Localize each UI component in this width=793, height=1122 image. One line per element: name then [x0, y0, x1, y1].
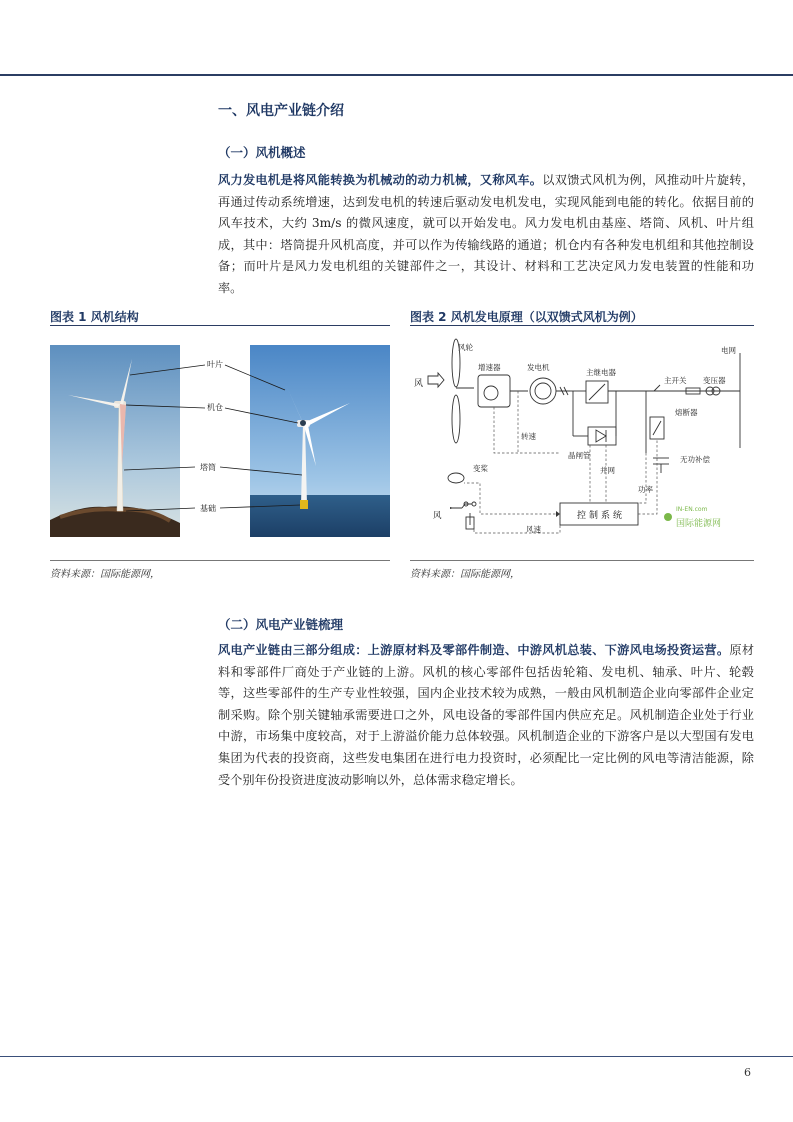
label-generator: 发电机: [527, 363, 550, 372]
label-main-switch: 主开关: [664, 376, 687, 385]
label-grid-connect: 并网: [600, 466, 615, 475]
label-blade: 叶片: [207, 360, 223, 369]
label-tower: 塔筒: [200, 463, 216, 472]
figure-2-top-rule: [410, 325, 754, 326]
paragraph-1-body: 以双馈式风机为例，风推动叶片旋转，再通过传动系统增速，达到发电机的转速后驱动发电机发电，实现风能到电能的转化。依据目前的风车技术，大约 3m/s 的微风速度，就可以开始发电。风力发电机由基座、塔筒、风机、叶片组成，其中：塔筒提升风机高度，并可以作为传输线路的通道；机仓内有各种发电机组和其他控制设备；而叶片是风力发电机组的关键部件之一，其设计、材料和工艺决定风力发电装置的性能和功率。: [218, 173, 755, 295]
label-transformer: 变压器: [703, 376, 726, 385]
label-reactive: 无功补偿: [680, 455, 710, 464]
paragraph-2: [218, 640, 754, 791]
figure-1-top-rule: [50, 325, 390, 326]
header-rule: [0, 74, 793, 76]
label-grid: 电网: [721, 346, 736, 355]
label-fuse: 熔断器: [675, 408, 698, 417]
paragraph-2-body: 原材料和零部件厂商处于产业链的上游。风机的核心零部件包括齿轮箱、发电机、轴承、叶片、轮毂等，这些零部件的生产专业性较强，国内企业技术较为成熟，一般由风机制造企业向零部件企业定制采购。除个别关键轴承需要进口之外，风电设备的零部件国内供应充足。风机制造企业处于行业中游，市场集中度较高，对于上游溢价能力总体较强。风机制造企业的下游客户是以大型国有发电集团为代表的投资商，这些发电集团在进行电力投资时，必须配比一定比例的风电等清洁能源，除受个别年份投资进度波动影响以外，总体需求稳定增长。: [218, 643, 755, 787]
paragraph-2-lead: 风电产业链由三部分组成：上游原材料及零部件制造、中游风机总装、下游风电场投资运营。: [218, 643, 730, 657]
figure-2-title: 图表 2 风机发电原理（以双馈式风机为例）: [410, 310, 643, 324]
watermark-en: IN-EN.com: [676, 506, 708, 513]
label-control-system: 控制系统: [577, 511, 626, 521]
label-gearbox: 增速器: [478, 363, 501, 372]
paragraph-1-lead: 风力发电机是将风能转换为机械动的动力机械，又称风车。: [218, 173, 543, 187]
figure-2-bottom-rule: [410, 560, 754, 561]
label-wind: 风: [433, 511, 442, 521]
label-wind-in: 风: [414, 379, 424, 389]
label-thyristor: 晶闸管: [568, 451, 591, 460]
label-nacelle: 机仓: [207, 403, 223, 412]
label-speed: 转速: [521, 432, 536, 441]
footer-rule: [0, 1056, 793, 1057]
figure-2-source: 资料来源：国际能源网，: [410, 569, 520, 580]
label-foundation: 基础: [200, 504, 216, 513]
label-pitch: 变桨: [473, 464, 488, 473]
label-main-breaker: 主继电器: [586, 368, 616, 377]
subsection-title-1: （一）风机概述: [218, 145, 306, 160]
watermark-cn: 国际能源网: [676, 519, 722, 529]
paragraph-1: [218, 170, 754, 300]
figure-1-title: 图表 1 风机结构: [50, 310, 139, 324]
figure-1-source: 资料来源：国际能源网，: [50, 569, 160, 580]
subsection-title-2: （二）风电产业链梳理: [218, 617, 344, 632]
figure-1-bottom-rule: [50, 560, 390, 561]
label-wind-speed: 风速: [526, 525, 541, 534]
label-rotor: 风轮: [458, 343, 473, 352]
watermark-logo-icon: [664, 513, 672, 521]
wind-turbine-photo: [50, 345, 390, 537]
label-power: 功率: [638, 485, 653, 494]
page-number: 6: [744, 1066, 751, 1079]
generation-principle-diagram: [410, 333, 754, 555]
section-title: 一、风电产业链介绍: [218, 103, 344, 119]
